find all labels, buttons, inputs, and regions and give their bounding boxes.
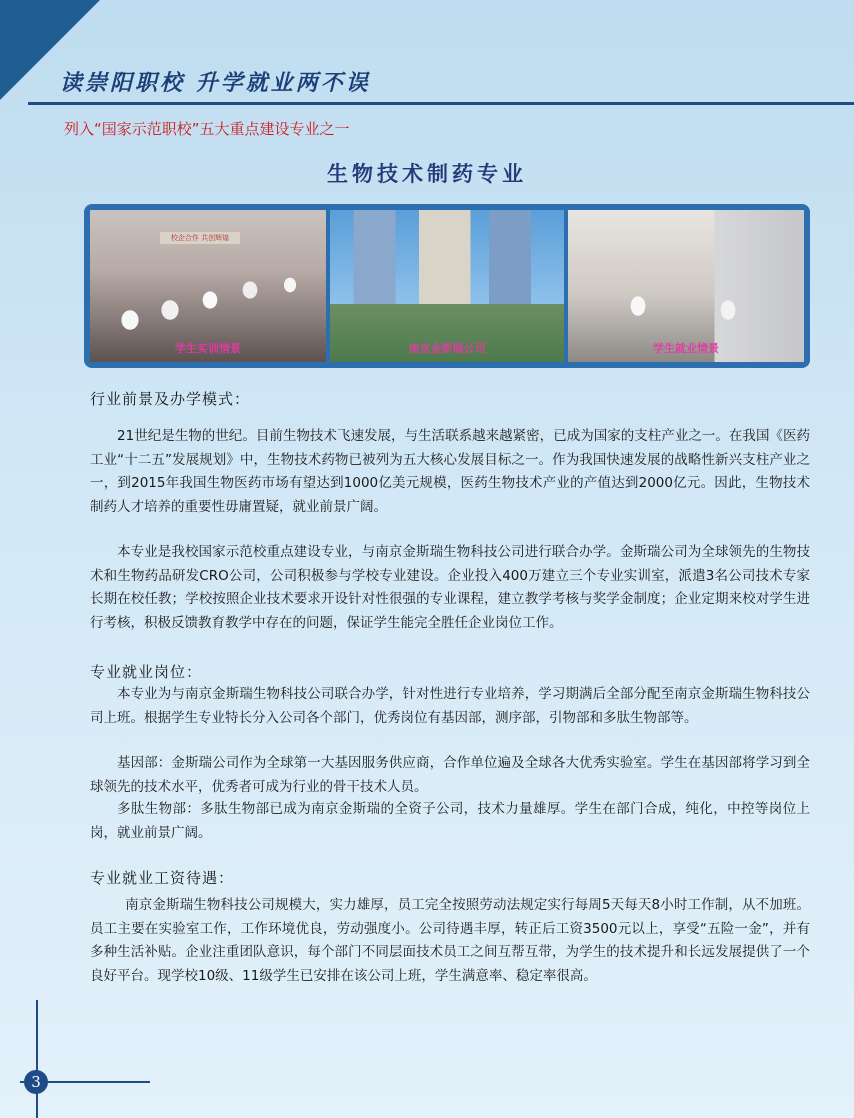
- paragraph: 本专业是我校国家示范校重点建设专业，与南京金斯瑞生物科技公司进行联合办学。金斯瑞公司为全球领先的生物技术和生物药品研发CRO公司，公司积极参与学校专业建设。企业投入400万建立三个专业实训室，派遣3名公司技术专家长期在校任教；学校按照企业技术要求开设针对性很强的专业课程，建立教学考核与奖学金制度；企业定期来校对学生进行考核，积极反馈教育教学中存在的问题，保证学生能完全胜任企业岗位工作。: [90, 544, 810, 631]
- section-heading-salary: 专业就业工资待遇：: [90, 869, 235, 887]
- photo-caption: 学生实训情景: [175, 342, 241, 355]
- photo-strip: [84, 204, 810, 368]
- subtitle: 列入“国家示范职校”五大重点建设专业之一: [64, 120, 350, 138]
- paragraph: 21世纪是生物的世纪。目前生物技术飞速发展，与生活联系越来越紧密，已成为国家的支柱产业之一。在我国《医药工业“十二五”发展规划》中，生物技术药物已被列为五大核心发展目标之一。作为我国快速发展的战略性新兴支柱产业之一，到2015年我国生物医药市场有望达到1000亿美元规模，医药生物技术产业的产值达到2000亿元。因此，生物技术制药人才培养的重要性毋庸置疑，就业前景广阔。: [90, 428, 810, 515]
- header-divider: [28, 102, 854, 105]
- section-heading-outlook: 行业前景及办学模式：: [90, 390, 251, 408]
- photo-sign: 校企合作 共创辉煌: [160, 232, 240, 244]
- paragraph: 南京金斯瑞生物科技公司规模大，实力雄厚，员工完全按照劳动法规定实行每周5天每天8小时工作制，从不加班。员工主要在实验室工作，工作环境优良，劳动强度小。公司待遇丰厚，转正后工资3500元以上，享受“五险一金”，并有多种生活补贴。企业注重团队意识，每个部门不同层面技术员工之间互帮互带，为学生的技术提升和长远发展提供了一个良好平台。现学校10级、11级学生已安排在该公司上班，学生满意率、稳定率很高。: [90, 897, 810, 984]
- footer-vertical-line: [36, 1000, 38, 1118]
- paragraph: 多肽生物部：多肽生物部已成为南京金斯瑞的全资子公司，技术力量雄厚。学生在部门合成，纯化，中控等岗位上岗，就业前景广阔。: [90, 801, 810, 841]
- photo-company-building: [330, 210, 564, 362]
- photo-caption: 南京金斯瑞公司: [408, 342, 486, 355]
- page-number: 3: [24, 1070, 48, 1094]
- section-heading-jobs: 专业就业岗位：: [90, 663, 203, 681]
- page-title: 生物技术制药专业: [327, 162, 527, 186]
- header-slogan: 读崇阳职校 升学就业两不误: [60, 70, 371, 96]
- photo-student-employment: [568, 210, 804, 362]
- photo-student-training: [90, 210, 326, 362]
- paragraph: 基因部：金斯瑞公司作为全球第一大基因服务供应商，合作单位遍及全球各大优秀实验室。学生在基因部将学习到全球领先的技术水平，优秀者可成为行业的骨干技术人员。: [90, 755, 810, 795]
- photo-caption: 学生就业情景: [653, 342, 719, 355]
- paragraph: 本专业为与南京金斯瑞生物科技公司联合办学，针对性进行专业培养，学习期满后全部分配至南京金斯瑞生物科技公司上班。根据学生专业特长分入公司各个部门，优秀岗位有基因部，测序部，引物部和多肽生物部等。: [90, 686, 810, 726]
